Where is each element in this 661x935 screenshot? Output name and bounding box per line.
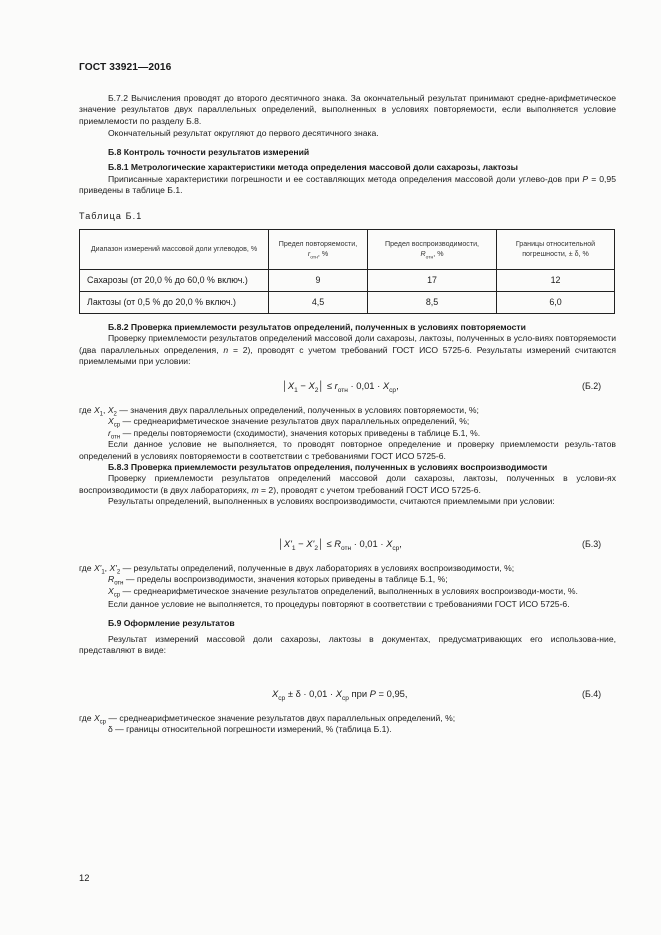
- table-cell: 8,5: [368, 292, 497, 314]
- table-header-reproducibility: Предел воспроизводимости, $R_{отн}$, %: [368, 230, 497, 270]
- table-cell: Лактозы (от 0,5 % до 20,0 % включ.): [80, 292, 269, 314]
- where-xcp: $X_{ср}$ — среднеарифметическое значение результатов двух параллельных определений, %;: [108, 416, 470, 430]
- equation-b2: $│X_1$ − $X_2│ \le r_{отн} \cdot 0,01 \cdot X_{ср}$,: [282, 380, 399, 394]
- page-number: 12: [79, 872, 90, 883]
- table-cell: 6,0: [497, 292, 615, 314]
- paragraph-b82: Проверку приемлемости результатов определений массовой доли сахарозы, лактозы, полученных в усло-виях повторяемости (два параллельных определения, n = 2), проводят с учетом требований ГОСТ ИСО 5725-6. Результаты измерений считаются приемлемыми при условии:: [79, 333, 616, 367]
- where-r-otn: $r_{отн}$ — пределы повторяемости (сходимости), значения которых приведены в таблице Б.1, %.: [108, 427, 481, 441]
- table-header-repeatability: Предел повторяемости, $r_{отн}$, %: [269, 230, 368, 270]
- table-header-row: [80, 230, 615, 270]
- where-x-prime: где $X'_1$, $X'_2$ — результаты определений, полученные в двух лабораториях в условиях воспроизводимости, %;: [79, 563, 515, 576]
- heading-b8: Б.8 Контроль точности результатов измерений: [108, 147, 310, 157]
- equation-b3-number: (Б.3): [582, 539, 602, 549]
- equation-b3: $│X'_1$ − $X'_2│ \le R_{отн} \cdot 0,01 \cdot X_{ср}$,: [278, 538, 402, 552]
- paragraph-b9: Результат измерений массовой доли сахарозы, лактозы в документах, предусматривающих его использова-ние, представляют в виде:: [79, 634, 616, 656]
- document-header: ГОСТ 33921—2016: [79, 62, 172, 73]
- table-cell: 17: [368, 270, 497, 292]
- where-r-reproducibility: $R_{отн}$ — пределы воспроизводимости, значения которых приведены в таблице Б.1, %;: [108, 574, 448, 588]
- paragraph-if-not-2: Если данное условие не выполняется, то процедуры повторяют в соответствии с требованиями ГОСТ ИСО 5725-6.: [108, 599, 570, 610]
- where-xcp-3: где $X_{ср}$ — среднеарифметическое значение результатов двух параллельных определений, %;: [79, 713, 456, 726]
- paragraph-b83-condition: Результаты определений, выполненных в условиях воспроизводимости, считаются приемлемыми при условии:: [108, 496, 555, 507]
- equation-b2-number: (Б.2): [582, 381, 602, 391]
- paragraph-rounding: Окончательный результат округляют до первого десятичного знака.: [108, 128, 379, 139]
- equation-b4-number: (Б.4): [582, 689, 602, 699]
- where-xcp-2: $X_{ср}$ — среднеарифметическое значение результатов определений, выполненных в условиях воспроизводи-мости, %.: [108, 585, 578, 599]
- table-cell: 9: [269, 270, 368, 292]
- table-header-error-bounds: Границы относительной погрешности, ± δ, %: [497, 230, 615, 270]
- section-b82: [79, 322, 616, 368]
- section-where-b2: [79, 405, 616, 508]
- paragraph-b83: Проверку приемлемости результатов определений массовой доли сахарозы, лактозы, полученных в услови-ях воспроизводимости (в двух лабораториях, m = 2), проводят с учетом требований ГОСТ ИСО 5725-6.: [79, 473, 616, 495]
- heading-b9: Б.9 Оформление результатов: [108, 617, 235, 628]
- paragraph-if-not-1: Если данное условие не выполняется, то проводят повторное определение и проверку приемлемости резуль-татов определений в условиях повторяемости в соответствии с требованиями ГОСТ ИСО 5725-6.: [79, 439, 616, 461]
- table-b1: [79, 229, 615, 314]
- table-row: [80, 270, 615, 292]
- paragraph-b72: Б.7.2 Вычисления проводят до второго десятичного знака. За окончательный результат принимают средне-арифметическое значение результатов двух параллельных определений, выполненных в условиях повторяемости, если выполняется условие приемлемости по разделу Б.8.: [79, 93, 616, 126]
- where-delta: δ — границы относительной погрешности измерений, % (таблица Б.1).: [108, 724, 392, 735]
- paragraph-b81: Приписанные характеристики погрешности и ее составляющих метода определения массовой доли углево-дов при P = 0,95 приведены в таблице Б.1.: [79, 173, 616, 196]
- section-where-b4: [79, 713, 616, 736]
- equation-b4: $X_{ср} \pm \delta \cdot 0,01 \cdot X_{ср}$ при P = 0,95,: [272, 688, 408, 702]
- heading-b83: Б.8.3 Проверка приемлемости результатов определения, полученных в условиях воспроизводимости: [108, 462, 548, 473]
- table-cell: Сахарозы (от 20,0 % до 60,0 % включ.): [80, 270, 269, 292]
- where-x1-x2: где $X_1$, $X_2$ — значения двух параллельных определений, полученных в условиях повторяемости, %;: [79, 405, 479, 418]
- section-b8: [79, 147, 616, 197]
- table-caption: Таблица Б.1: [79, 211, 143, 221]
- table-header-range: Диапазон измерений массовой доли углеводов, %: [80, 230, 269, 270]
- table-row: [80, 292, 615, 314]
- heading-b81: Б.8.1 Метрологические характеристики метода определения массовой доли сахарозы, лактозы: [108, 162, 519, 173]
- table-cell: 4,5: [269, 292, 368, 314]
- heading-b82: Б.8.2 Проверка приемлемости результатов определений, полученных в условиях повторяемости: [108, 322, 526, 332]
- section-where-b3: [79, 563, 616, 657]
- table-cell: 12: [497, 270, 615, 292]
- section-b72: [79, 93, 616, 140]
